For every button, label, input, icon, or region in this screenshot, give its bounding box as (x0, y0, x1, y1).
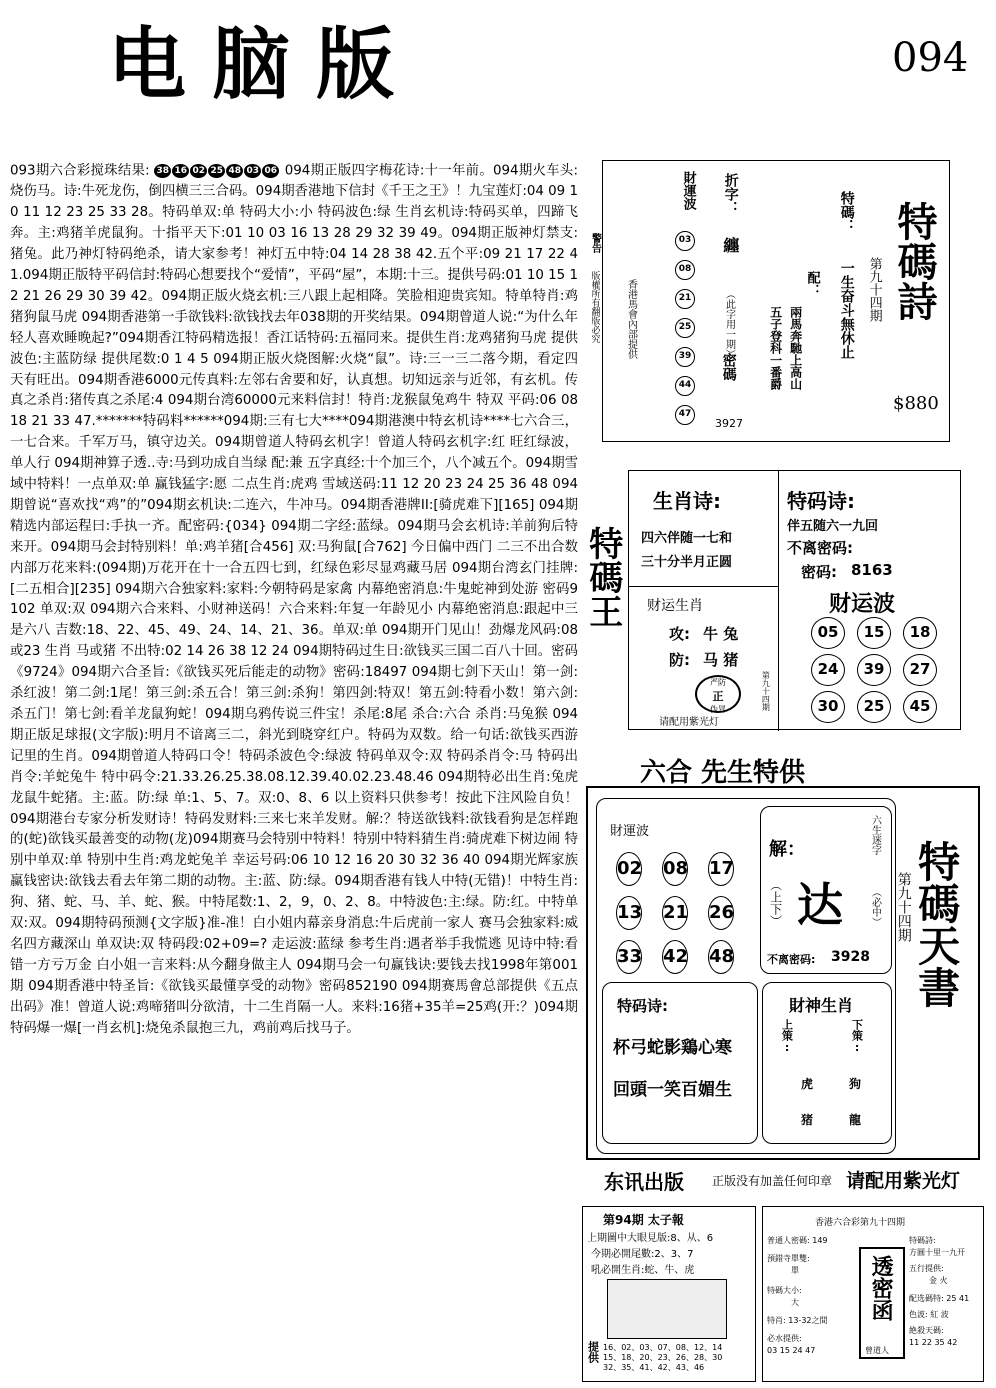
taizibao-line2 (591, 1245, 693, 1260)
stamp-text: 伪冒 (710, 705, 726, 714)
taizibao-line3-label: 吼必開生肖: (591, 1265, 645, 1276)
down-value: 龍 (849, 1113, 862, 1127)
mima-value: 8163 (851, 561, 893, 579)
result-ball: 02 (190, 164, 207, 178)
zi-note: （必中） (869, 887, 881, 927)
liuhe-poem-line: 杯弓蛇影鶏心寒 (613, 1038, 732, 1058)
fang-value: 马 猪 (703, 651, 739, 669)
taizibao-number: 32 (603, 1363, 614, 1372)
taizibao-line1-label: 上期圖中大眼見版: (587, 1233, 671, 1244)
liuhe-poem-line: 回頭一笑百媚生 (613, 1080, 732, 1100)
chaizi-char: 纏 (720, 237, 740, 253)
shengxiao-title: 生肖诗: (653, 489, 721, 513)
wave-number: 08 (662, 852, 688, 886)
taizibao-number: 12 (693, 1343, 705, 1352)
wave-grid (811, 617, 951, 723)
row-value: 單 (791, 1266, 799, 1275)
row-value: 03 15 24 47 (767, 1346, 816, 1355)
wave-number: 30 (811, 691, 845, 723)
tema-cell (781, 471, 961, 587)
warning-text: 警告 (589, 233, 601, 253)
row-label: 特碼大小: (767, 1286, 802, 1295)
riddle-cell (760, 806, 892, 974)
taizibao-number: 42 (657, 1363, 668, 1372)
toumihan-right-col (909, 1235, 983, 1349)
shengxiao-line: 四六伴随一七和 (641, 531, 733, 546)
wave-number: 03 (675, 231, 695, 251)
wave-number: 47 (675, 405, 695, 425)
toumihan-row (767, 1285, 859, 1309)
taizibao-provide: 提供 (586, 1341, 600, 1363)
result-balls (154, 160, 280, 181)
taizibao-line3 (591, 1261, 694, 1276)
result-prefix: 093期六合彩搅珠结果: (10, 163, 150, 179)
wave-number: 45 (903, 691, 937, 723)
poem-box-pei-label: 配： (804, 271, 820, 297)
taizibao-line2-value: 2、3、7 (654, 1249, 694, 1260)
result-ball: 03 (244, 164, 261, 178)
toumihan-row (767, 1253, 859, 1277)
temawang-issue: 第九十四期 (761, 671, 771, 711)
row-label: 色波: (909, 1310, 928, 1319)
wave-number: 42 (662, 940, 688, 974)
row-label: 普通人密碼: (767, 1236, 810, 1245)
result-ball: 48 (226, 164, 243, 178)
wave-label: 財運波 (680, 171, 696, 210)
toumihan-row (909, 1263, 983, 1287)
chaizi-code-label: 密碼 (720, 353, 737, 381)
taizibao-line3-value: 蛇、牛、虎 (644, 1265, 695, 1276)
poem-box-issue: 第九十四期 (866, 257, 882, 322)
liuhe-wave-grid (616, 852, 748, 974)
wave-number: 21 (662, 896, 688, 930)
taizibao-number: 23 (657, 1353, 668, 1362)
main-article (10, 160, 578, 1040)
down-value: 狗 (849, 1077, 862, 1091)
wave-number: 18 (903, 617, 937, 649)
row-value: 金 火 (929, 1276, 948, 1285)
wave-cell (781, 587, 961, 731)
poem-box-title: 特碼詩 (891, 201, 938, 321)
toumihan-row (767, 1333, 859, 1357)
liuhe-title: 六合 先生特供 (640, 758, 806, 788)
result-ball: 06 (262, 164, 279, 178)
toumihan-row (909, 1235, 983, 1259)
wave-number: 25 (857, 691, 891, 723)
row-label: 特肖: (767, 1316, 786, 1325)
up-value: 猪 (801, 1113, 814, 1127)
row-label: 配选碼特: (909, 1294, 944, 1303)
taizibao-number: 30 (712, 1353, 723, 1362)
liuhe-poem-label: 特码诗: (617, 997, 668, 1015)
taizibao-number: 18 (621, 1353, 632, 1362)
taizibao-number: 26 (675, 1353, 686, 1362)
mima-label: 密码: (801, 563, 837, 581)
wave-number: 33 (616, 940, 642, 974)
row-label: 絶殺天碼: (909, 1326, 944, 1335)
copyright-text: 版權所有翻版必究 (589, 271, 600, 343)
uv-note-footer: 请配用紫光灯 (846, 1170, 961, 1192)
taizibao-line2-label: 今期必開尾數: (591, 1249, 655, 1260)
taizibao-number: 41 (639, 1363, 650, 1372)
wave-list (675, 227, 699, 425)
gong-label: 攻: (669, 625, 690, 643)
temawang-box (628, 470, 961, 730)
result-ball: 16 (172, 164, 189, 178)
row-value: 25 41 (946, 1294, 970, 1303)
wave-number: 27 (903, 654, 937, 686)
shengxiao-cell (629, 471, 779, 587)
liuhe-side-issue: 第九十四期 (895, 872, 912, 942)
chaizi-note: （此字用一期） (723, 289, 735, 359)
wave-number: 08 (675, 260, 695, 280)
wave-number: 39 (857, 654, 891, 686)
taizibao-number: 28 (693, 1353, 705, 1362)
toumihan-row (909, 1325, 983, 1349)
wave-number: 17 (708, 852, 734, 886)
up-label: 上策: (780, 1019, 794, 1054)
liuhe-code-label: 不离密码: (767, 953, 816, 966)
chaizi-code: 3927 (715, 417, 743, 430)
caishen-cell (762, 982, 892, 1144)
row-value: 149 (812, 1236, 828, 1245)
wave-number: 48 (708, 940, 734, 974)
row-label: 特碼詩: (909, 1236, 936, 1245)
buli-label: 不离密码: (787, 539, 853, 557)
publisher-label: 东讯出版 (604, 1170, 684, 1194)
taizibao-number: 43 (675, 1363, 686, 1372)
row-value: 紅 波 (930, 1310, 949, 1319)
taizibao-line1 (587, 1229, 713, 1244)
taizibao-line1-value: 8、从、6 (670, 1233, 714, 1244)
result-ball: 38 (154, 164, 171, 178)
taizibao-number: 02 (621, 1343, 632, 1352)
wave-number: 13 (616, 896, 642, 930)
toumihan-row (767, 1235, 859, 1247)
chaizi-label: 折字： (722, 173, 739, 215)
wave-number: 24 (811, 654, 845, 686)
taizibao-number: 07 (657, 1343, 668, 1352)
taizibao-number: 08 (675, 1343, 686, 1352)
toumihan-center (859, 1247, 905, 1359)
uv-note: 请配用紫光灯 (659, 717, 719, 728)
taizibao-number: 15 (603, 1353, 614, 1362)
wave-number: 02 (616, 852, 642, 886)
row-value: 11 22 35 42 (909, 1338, 958, 1347)
result-ball: 25 (208, 164, 225, 178)
wave-number: 25 (675, 318, 695, 338)
taizibao-number: 20 (639, 1353, 650, 1362)
up-value: 虎 (801, 1077, 814, 1091)
liuhe-poem-cell (602, 982, 758, 1144)
liuhe-wave-label: 財運波 (610, 824, 650, 839)
toumihan-title: 透密函 (868, 1255, 894, 1321)
taizibao-number: 16 (603, 1343, 614, 1352)
toumihan-header: 香港六合彩第九十四期 (815, 1218, 906, 1228)
taizibao-box (582, 1206, 756, 1382)
anti-fake-stamp (695, 675, 741, 713)
poem-box-pei-line: 五子登科一番爵 (768, 306, 783, 390)
row-label: 預錯寺單雙: (767, 1254, 810, 1263)
zi-char: 达 (797, 878, 843, 932)
wave-number: 44 (675, 376, 695, 396)
stamp-text: 严防 (710, 678, 726, 687)
row-label: 必水提供: (767, 1334, 802, 1343)
gong-value: 牛 兔 (703, 625, 739, 643)
tema-title: 特码诗: (787, 489, 855, 513)
fang-label: 防: (669, 651, 690, 669)
toumihan-left-col (767, 1235, 859, 1357)
row-label: 五行提供: (909, 1264, 944, 1273)
liuhe-box (586, 786, 980, 1160)
tema-line: 伴五随六一九回 (787, 519, 879, 534)
row-value: 大 (791, 1298, 799, 1307)
row-value: 13-32之間 (788, 1316, 828, 1325)
wave-number: 05 (811, 617, 845, 649)
page-title: 电脑版 (108, 19, 421, 110)
article-body: 094期正版四字梅花诗:十一年前。094期火车头:烧伤马。诗:牛死龙伤，倒四横三三合码。094期香港地下信封《千王之王》！九宝莲灯:04 09 10 11 12 23 25 33 28。特码单双:单 特码大小:小 特码波色:绿 生肖玄机诗:特码买单，四蹄飞奔。主:鸡猪羊虎鼠狗。十指平天下:01 10 03 16 13 28 29 32 39 49。094期正版神灯禁支:猪兔。此乃神灯特码绝杀，请大家参考！神灯五中特:04 14 28 38 42.五个平:09 21 17 22 41.094期正版特平码信封:特码心想要找个“爱情”，平码“屋”，本期:十三。提供号码:01 10 15 12 21 26 29 30 39 42。094期正版火烧玄机:三八跟上起相降。笑脸相迎贵宾知。特单特肖:鸡猪狗鼠马虎 094期香港第一手欲钱料:欲钱找去年038期的开奖结果。094期曾道人说:“为什么年轻人喜欢睡晚起?”094期香江特码精选报！香江话特码:五福同来。提供生肖:龙鸡猪狗马虎 提供波色:主蓝防绿 提供尾数:0 1 4 5 094期正版火烧图解:火烧“鼠”。诗:三一三二落今期，看定四天有旺出。094期香港6000元传真料:左邻右舍要和好，认真想。切知远亲与近邻，有玄机。传真之杀肖:猪传真之杀尾:4 094期台湾60000元来料信封！特肖:龙猴鼠兔鸡牛 特双 平码:06 08 18 21 33 47.*******特码料******094期:三有七大****094期港澳中特玄机诗****七六合三，一七合来。千军万马，镇守边关。094期曾道人特码玄机字！曾道人特码玄机字:红 旺红绿波，单人行 094期神算子透..寺:马到功成自当绿 配:兼 五字真经:十个加三个，八个减五个。094期雪域中特料！一点单双:单 赢钱猛字:愿 二点生肖:虎鸡 雪域送码:11 12 20 23 24 25 36 48 094期曾说“喜欢找“鸡”的”094期玄机诀:二连六，牛冲马。094期香港牌II:[骑虎难下][165] 094期精选内部运程曰:手执一齐。配密码:{034} 094期二字经:蓝绿。094期马会玄机诗:羊前狗后特来开。094期马会封特别料！单:鸡羊猪[合456] 双:马狗鼠[合762] 今日偏中西门 二三不出合数 内部万花来料:(094期)万花开在十一合五四七到，红绿色彩尽显鸡藏马居 094期台湾玄门挂牌:[二五相合][235] 094期六合独家料:家料:今朝特码是家禽 内幕绝密消息:牛鬼蛇神到处游 密码9102 单双:双 094期六合来料、小财神送码！六合来料:年复一年龄见小 内幕绝密消息:跟起中三是六八 吉数:18、22、45、49、24、14、21、36。单双:单 094期开门见山！劲爆龙风码:08或23 生肖 马或猪 不出特:02 14 26 38 12 24 094期特码过生日:欲钱买三国二百八十回。密码《9724》094期六合圣旨:《欲钱买死后能走的动物》密码:18497 094期七剑下天山！第一剑:杀红波！第二剑:1尾！第三剑:杀五合！第三剑:杀狗！第四剑:特双！第五剑:特看小数！第六剑:杀五门！第七剑:看羊龙鼠狗蛇！094期乌鸦传说三件宝！杀尾:8尾 杀合:六合 杀肖:马兔猴 094期正版足球报(文字版):明月不谙离三二，斜光到晓穿红户。特码为双数。给一句话:欲钱买西游记里的生肖。094期曾道人特码口令！特码杀波色令:绿波 特码单双令:双 特码杀肖令:马 特码出肖令:羊蛇兔牛 特中码令:21.33.26.25.38.08.12.39.40.02.23.48.46 094期特必出生肖:兔虎龙鼠牛蛇猪。主:蓝。防:绿 单:1、5、7。双:0、8、6 以上资料只供参考！按此下注风险自负！094期港台专家分析发财诗！特码发财料:三来七来羊发财。解:？特送欲钱料:欲钱看狗是怎样跑的(蛇)欲钱买最善变的动物(龙)094期赛马会特别中特料！特别中特料猜生肖:骑虎难下树边闹 特别中单双:单 特别中生肖:鸡龙蛇兔羊 幸运号码:06 10 12 16 20 30 32 36 40 094期光辉家族赢钱密诀:欲钱去看去年第二期的动物。主:蓝、防:绿。094期香港有钱人中特(无错)！中特生肖:狗、猪、蛇、马、羊、蛇、猴。中特尾数:1、2，9，0、2、8。中特波色:主:绿。防:红。中特单双:双。094期特码预测{文字版}准-准！白小姐内幕亲身消息:牛后虎前一家人 赛马会独家料:威名四方藏深山 单双诀:双 特码段:02+09=? 走运波:蓝绿 参考生肖:遇者举手我慌逃 见诗中特:看错一方亏万金 白小姐一言来料:从今翻身做主人 094期马会一句赢钱诀:要钱去找1998年第001期 094期香港中特圣旨:《欲钱买最懂享受的动物》密码852190 094期赛馬會总部提供《五点出码》准！曾道人说:鸡啼猪叫分欲清，十二生肖隔一人。来料:16猪+35羊=25鸡(开:？)094期特码爆一爆[一肖玄机]:烧兔杀鼠抱三九，鸡前鸡后找马子。 (10, 163, 578, 1036)
poem-box-tema-line: 一生奋斗無休止 (838, 261, 855, 359)
caishen-title: 財神生肖 (789, 996, 854, 1015)
zi-label: 六生迷字 (869, 815, 881, 855)
wave-title: 财运波 (829, 592, 896, 617)
wave-number: 39 (675, 347, 695, 367)
toumihan-row (909, 1293, 983, 1305)
down-label: 下策: (850, 1019, 864, 1054)
poem-box (589, 160, 950, 442)
row-value: 方圓十里一九开 (909, 1248, 965, 1257)
taizibao-nums: 16、02、03、07、08、12、14 15、18、20、23、26、28、30 32、35、41、42、43、46 (603, 1343, 723, 1372)
illustration-image (607, 1279, 727, 1339)
caiyun-title: 财运生肖 (647, 598, 703, 614)
jie-label: 解： (769, 839, 805, 860)
taizibao-number: 03 (639, 1343, 650, 1352)
poem-box-pei-line: 兩馬奔馳上高山 (788, 306, 803, 390)
provider-text: 香港馬會內部提供 (625, 279, 637, 359)
temawang-side-title: 特碼王 (582, 526, 623, 628)
liuhe-code: 3928 (831, 949, 870, 965)
toumihan-row (909, 1309, 983, 1321)
taizibao-number: 14 (712, 1343, 723, 1352)
wave-number: 15 (857, 617, 891, 649)
liuhe-side-title: 特碼天書 (912, 840, 962, 1008)
issue-number: 094 (892, 35, 969, 81)
toumihan-signer: 曾道人 (865, 1346, 889, 1355)
toumihan-row (767, 1315, 859, 1327)
taizibao-number: 35 (621, 1363, 632, 1372)
poem-box-price: $880 (893, 393, 939, 414)
liuhe-wave-cell (602, 804, 756, 974)
caiyun-cell (629, 587, 779, 731)
wave-number: 21 (675, 289, 695, 309)
poem-box-tema-label: 特碼： (838, 191, 855, 233)
stamp-text: 正 (712, 690, 724, 703)
taizibao-title: 第94期 太子報 (603, 1213, 684, 1227)
shengxiao-line: 三十分半月正圆 (641, 555, 733, 570)
jie-note: （上下） (768, 879, 783, 927)
toumihan-box (762, 1206, 984, 1382)
wave-number: 26 (708, 896, 734, 930)
no-stamp-note: 正版没有加盖任何印章 (712, 1174, 833, 1188)
taizibao-number: 46 (693, 1363, 705, 1372)
